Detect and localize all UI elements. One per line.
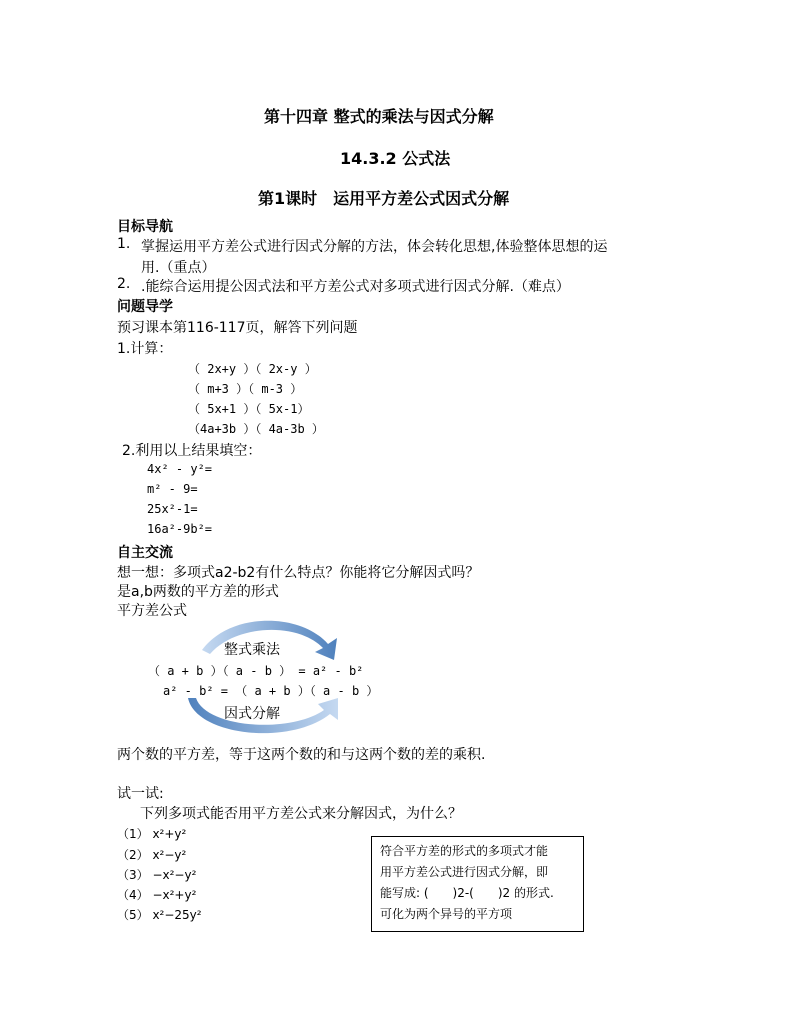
- formula-line-1: （ a + b ）（ a - b ） = a² - b²: [148, 664, 364, 678]
- think-answer: 是a,b两数的平方差的形式: [117, 584, 279, 600]
- note-line: 用平方差公式进行因式分解，即: [380, 865, 549, 879]
- trial-item: （3） −x²−y²: [117, 868, 197, 882]
- guide-heading: 问题导学: [117, 299, 173, 315]
- q2-label: 2.利用以上结果填空：: [122, 443, 262, 459]
- exchange-heading: 自主交流: [117, 545, 173, 561]
- q2-item: 16a²-9b²=: [147, 522, 213, 536]
- formula-line-2: a² - b² = （ a + b ）（ a - b ）: [163, 684, 379, 698]
- objective-1-line1: 掌握运用平方差公式进行因式分解的方法，体会转化思想,体验整体思想的运: [141, 239, 608, 255]
- formula-statement: 两个数的平方差，等于这两个数的和与这两个数的差的乘积.: [117, 747, 486, 763]
- note-line: 能写成: ( )2-( )2 的形式.: [380, 886, 554, 900]
- q1-item: （ 2x+y ）（ 2x-y ）: [188, 362, 317, 376]
- trial-question: 下列多项式能否用平方差公式来分解因式，为什么？: [140, 806, 462, 822]
- trial-item: （5） x²−25y²: [117, 908, 202, 922]
- arrow-top-label: 整式乘法: [224, 642, 280, 658]
- objective-1-line2: 用.（重点）: [141, 260, 216, 276]
- arrow-bottom-label: 因式分解: [224, 706, 280, 722]
- trial-item: （2） x²−y²: [117, 848, 187, 862]
- section-title: 14.3.2 公式法: [340, 149, 451, 168]
- objective-2-line1: .能综合运用提公因式法和平方差公式对多项式进行因式分解.（难点）: [141, 279, 570, 295]
- formula-label: 平方差公式: [117, 603, 187, 619]
- trial-heading: 试一试:: [117, 786, 164, 802]
- note-line: 可化为两个异号的平方项: [380, 907, 513, 921]
- q2-item: 25x²-1=: [147, 502, 198, 516]
- q1-label: 1.计算：: [117, 341, 173, 357]
- objectives-heading: 目标导航: [117, 219, 173, 235]
- objective-1-num: 1.: [117, 236, 131, 252]
- q1-item: （ 5x+1 ）（ 5x-1）: [188, 402, 310, 416]
- think-question: 想一想：多项式a2-b2有什么特点？你能将它分解因式吗？: [117, 565, 480, 581]
- guide-intro: 预习课本第116-117页，解答下列问题: [117, 320, 358, 336]
- trial-item: （4） −x²+y²: [117, 888, 197, 902]
- q1-item: （ m+3 ）（ m-3 ）: [188, 382, 303, 396]
- note-line: 符合平方差的形式的多项式才能: [380, 844, 549, 858]
- note-box: [371, 836, 584, 932]
- lesson-title: 第1课时 运用平方差公式因式分解: [258, 189, 510, 208]
- formula-cycle-diagram: [140, 618, 390, 743]
- chapter-title: 第十四章 整式的乘法与因式分解: [264, 107, 494, 126]
- objective-2-num: 2.: [117, 276, 131, 292]
- q2-item: m² - 9=: [147, 482, 198, 496]
- q1-item: （4a+3b ）（ 4a-3b ）: [188, 422, 324, 436]
- trial-item: （1） x²+y²: [117, 827, 187, 841]
- q2-item: 4x² - y²=: [147, 462, 213, 476]
